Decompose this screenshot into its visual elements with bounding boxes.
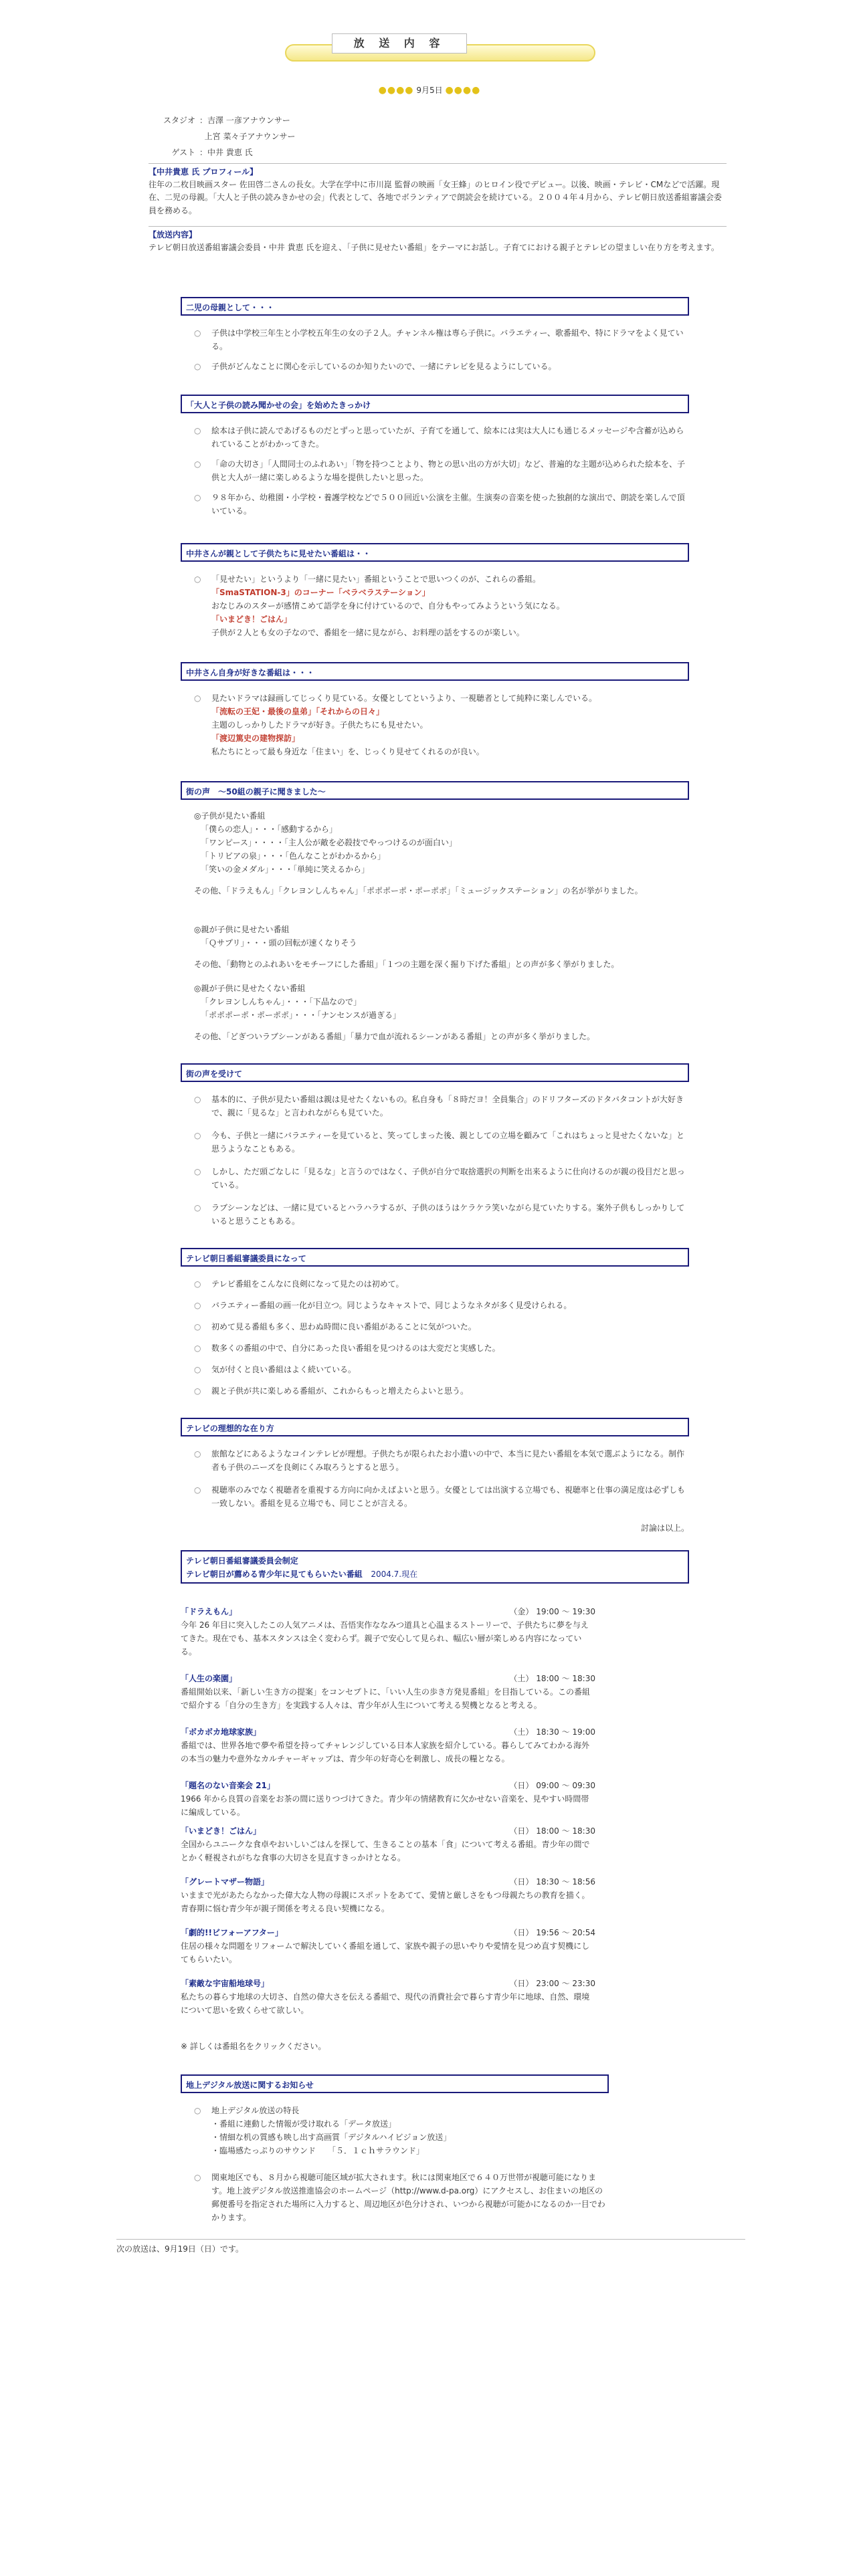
staff-name: 中井 貴恵 氏 xyxy=(207,148,253,157)
recommend-title1: テレビ朝日番組審議委員会制定 xyxy=(186,1556,298,1566)
voices-label: ◎親が子供に見せたくない番組 xyxy=(194,984,306,993)
dots-right-icon: ●●●● xyxy=(445,85,481,96)
list-item: ○ 今も、子供と一緒にバラエティーを見ていると、笑ってしまった後、親としての立場を顧みて「これはちょっと見せたくないな」と思うようなこともある。 xyxy=(194,1129,689,1156)
program-name[interactable]: 「SmaSTATION-3」のコーナー「ベラベラステーション」 xyxy=(211,588,430,597)
bullet-icon: ○ xyxy=(194,1322,201,1331)
program-entry xyxy=(181,1875,595,1915)
section-title: 街の声を受けて xyxy=(181,1063,689,1082)
staff-role: スタジオ xyxy=(163,116,195,125)
program-name[interactable]: 「いまどき！ごはん」 xyxy=(211,615,292,624)
bullet-icon: ○ xyxy=(194,1344,201,1353)
profile-text: 往年の二枚目映画スター 佐田啓二さんの長女。大学在学中に市川崑 監督の映画「女王蜂」のヒロイン役でデビュー。以後、映画・テレビ・CMなどで活躍。現在、二児の母親。「大人と子供の読みきかせの会」代表として、各地でボランティアで朗読会を続けている。２００４年４月から、テレビ朝日放送番組審議会委員を務める。 xyxy=(149,180,722,215)
content-section xyxy=(149,229,727,254)
list-item: ○ 子供は中学校三年生と小学校五年生の女の子２人。チャンネル権は専ら子供に。バラエティー、歌番組や、特にドラマをよく見ている。 xyxy=(194,326,689,353)
program-link[interactable]: 「素敵な宇宙船地球号」 xyxy=(181,1979,270,1988)
program-entry xyxy=(181,1605,595,1658)
program-time: （日） 09:00 〜 09:30 xyxy=(509,1781,595,1790)
program-desc: 全国からユニークな食卓やおいしいごはんを探して、生きることの基本「食」について考える番組。青少年の間でとかく軽視されがちな食事の大切さを見直すきっかけとなる。 xyxy=(181,1840,590,1862)
title-banner xyxy=(285,33,593,64)
page-title: 放 送 内 容 xyxy=(332,33,467,53)
content-head: 【放送内容】 xyxy=(149,230,197,239)
list-item: ○ 見たいドラマは録画してじっくり見ている。女優としてというより、一視聴者として純粋に楽しんでいる。 xyxy=(194,691,689,705)
list-item: ○ ラブシーンなどは、一緒に見ているとハラハラするが、子供のほうはケラケラ笑いながら見ていたりする。案外子供もしっかりしていると思うこともある。 xyxy=(194,1201,689,1228)
program-entry xyxy=(181,1977,595,2017)
list-item: ○ 「命の大切さ」「人間同士のふれあい」「物を持つことより、物との思い出の方が大切」など、普遍的な主題が込められた絵本を、子供と大人が一緒に楽しめるような場を提供したいと思った。 xyxy=(194,457,689,484)
program-desc: 私たちの暮らす地球の大切さ、自然の偉大さを伝える番組で、現代の消費社会で暮らす青少年に地球、自然、環境について思いを致くらせて欲しい。 xyxy=(181,1992,590,2015)
profile-head: 【中井貴恵 氏 プロフィール】 xyxy=(149,167,258,177)
bullet-icon: ○ xyxy=(194,1203,201,1212)
program-link[interactable]: 「いまどき！ごはん」 xyxy=(181,1826,262,1836)
list-item: ○ 旅館などにあるようなコインテレビが理想。子供たちが限られたお小遣いの中で、本当に見たい番組を本気で選ぶようになる。制作者も子供のニーズを良剣にくみ取ろうとすると思う。 xyxy=(194,1447,689,1474)
program-entry xyxy=(181,1779,595,1819)
program-link[interactable]: 「ドラえもん」 xyxy=(181,1607,237,1616)
staff-role: ゲスト xyxy=(171,148,195,157)
program-link[interactable]: 「グレートマザー物語」 xyxy=(181,1877,270,1887)
bullet-icon: ○ xyxy=(194,1167,201,1176)
digital-item2: 関東地区でも、８月から視聴可能区域が拡大されます。秋には関東地区で６４０万世帯が視聴可能になります。地上波デジタル放送推進協会のホームページ（http://www.d-pa.org）にアクセスし、お住まいの地区の郵便番号を指定された場所に入力すると、周辺地区が色分けされ、いつから視聴が可能かになるのか一目でわかります。 xyxy=(211,2173,605,2222)
section-title: テレビ朝日番組審議委員になって xyxy=(181,1248,689,1267)
bullet-icon: ○ xyxy=(194,2173,201,2182)
voices-label: ◎親が子供に見せたい番組 xyxy=(194,925,290,934)
list-item xyxy=(194,2104,689,2157)
divider xyxy=(149,226,727,227)
voices-summary: その他、「動物とのふれあいをモチーフにした番組」「１つの主題を深く掘り下げた番組」との声が多く挙がりました。 xyxy=(194,960,619,969)
program-entry xyxy=(181,1725,595,1765)
program-time: （土） 18:00 〜 18:30 xyxy=(509,1674,595,1683)
staff-list: スタジオ ：吉澤 一彦アナウンサー 上宮 菜々子アナウンサー ゲスト ：中井 貴恵 氏 xyxy=(149,112,295,160)
program-desc: 住居の様々な問題をリフォームで解決していく番組を通して、家族や親子の思いやりや愛情を見つめ直す契機にしてもらいたい。 xyxy=(181,1941,590,1964)
bullet-icon: ○ xyxy=(194,1449,201,1459)
list-item: ○ 視聴率のみでなく視聴者を重視する方向に向かえばよいと思う。女優としては出演する立場でも、視聴率と仕事の満足度は必ずしも一致しない。番組を見る立場でも、同じことが言える。 xyxy=(194,1483,689,1510)
voices-summary: その他、「ドラえもん」「クレヨンしんちゃん」「ポポポーポ・ポーポポ」「ミュージックステーション」の名が挙がりました。 xyxy=(194,886,643,895)
bullet-icon: ○ xyxy=(194,493,201,502)
voices-line: 「ワンピース」・・・・「主人公が敵を必殺技でやっつけるのが面白い」 xyxy=(201,838,457,847)
bullet-icon: ○ xyxy=(194,574,201,584)
next-broadcast: 次の放送は、9月19日（日）です。 xyxy=(116,2244,244,2254)
list-item-detail xyxy=(194,705,689,758)
list-item: ○ 気が付くと良い番組はよく続いている。 xyxy=(194,1363,689,1376)
program-desc: いままで光があたらなかった偉大な人物の母親にスポットをあてて、愛情と厳しさをもつ母親たちの教育を描く。青春期に悩む青少年が親子関係を考える良い契機になる。 xyxy=(181,1891,590,1913)
voices-line: 「ポポポーポ・ポーポポ」・・・「ナンセンスが過ぎる」 xyxy=(201,1010,401,1020)
voices-group xyxy=(194,923,689,971)
program-link[interactable]: 「劇的!!ビフォーアフター」 xyxy=(181,1928,283,1937)
bullet-icon: ○ xyxy=(194,1485,201,1495)
broadcast-date: 9月5日 xyxy=(416,86,443,95)
program-time: （日） 18:30 〜 18:56 xyxy=(509,1877,595,1887)
recommend-title2: テレビ朝日が薦める青少年に見てもらいたい番組 xyxy=(186,1570,363,1579)
closing-text: 討論は以上。 xyxy=(640,1523,689,1533)
list-item: ○ 数多くの番組の中で、自分にあった良い番組を見つけるのは大変だと実感した。 xyxy=(194,1341,689,1355)
list-item: ○ 親と子供が共に楽しめる番組が、これからもっと増えたらよいと思う。 xyxy=(194,1384,689,1398)
section-title: 中井さん自身が好きな番組は・・・ xyxy=(181,662,689,681)
content-text: テレビ朝日放送番組審議会委員・中井 貴恵 氏を迎え、「子供に見せたい番組」をテーマにお話し。子育てにおける親子とテレビの望ましい在り方を考えます。 xyxy=(149,243,719,253)
list-item xyxy=(194,2171,609,2224)
voices-line: 「僕らの恋人」・・・「感動するから」 xyxy=(201,825,338,834)
list-item: ○ 子供がどんなことに関心を示しているのか知りたいので、一緒にテレビを見るようにしている。 xyxy=(194,360,689,373)
voices-line: 「笑いの金メダル」・・・「単純に笑えるから」 xyxy=(201,865,370,874)
staff-name: 吉澤 一彦アナウンサー xyxy=(207,116,290,125)
voices-line: 「クレヨンしんちゃん」・・・「下品なので」 xyxy=(201,997,362,1006)
dots-left-icon: ●●●● xyxy=(378,85,414,96)
bullet-icon: ○ xyxy=(194,1279,201,1289)
program-desc: 1966 年から良質の音楽をお茶の間に送りつづけてきた。青少年の情緒教育に欠かせない音楽を、見やすい時間帯に編成している。 xyxy=(181,1794,589,1817)
program-link[interactable]: 「題名のない音楽会 21」 xyxy=(181,1781,275,1790)
list-item: ○ 基本的に、子供が見たい番組は親は見せたくないもの。私自身も「８時だヨ！全員集合」のドリフターズのドタバタコントが大好きで、親に「見るな」と言われながらも見ていた。 xyxy=(194,1093,689,1119)
voices-line: 「Ｑサプリ」・・・頭の回転が速くなりそう xyxy=(201,938,357,948)
recommend-date: 2004.7.現在 xyxy=(371,1570,418,1579)
program-desc: 今年 26 年目に突入したこの人気アニメは、吾悟実作ななみつ道具と心温まるストーリーで、子供たちに夢を与えてきた。現在でも、基本スタンスは全く変わらず。親子で安心して見られ、幅広い層が楽しめる内容になっている。 xyxy=(181,1620,589,1656)
voices-summary: その他、「どぎついラブシーンがある番組」「暴力で血が流れるシーンがある番組」との声が多く挙がりました。 xyxy=(194,1032,595,1041)
program-entry xyxy=(181,1824,595,1864)
section-title: 地上デジタル放送に関するお知らせ xyxy=(181,2074,609,2093)
voices-line: 「トリビアの泉」・・・「色んなことがわかるから」 xyxy=(201,851,386,861)
bullet-icon: ○ xyxy=(194,1365,201,1374)
bullet-icon: ○ xyxy=(194,1095,201,1104)
list-item-detail xyxy=(194,586,689,639)
bullet-icon: ○ xyxy=(194,426,201,435)
staff-name: 上宮 菜々子アナウンサー xyxy=(204,132,296,141)
digital-item1-line: ・番組に連動した情報が受け取れる「データ放送」 xyxy=(211,2119,397,2129)
program-desc: 番組では、世界各地で夢や希望を持ってチャレンジしている日本人家族を紹介している。暮らしてみてわかる海外の本当の魅力や意外なカルチャーギャップは、青少年の好奇心を刺激し、成長の糧となる。 xyxy=(181,1741,590,1763)
program-time: （日） 18:00 〜 18:30 xyxy=(509,1826,595,1836)
voices-group xyxy=(194,809,689,897)
program-entry xyxy=(181,1672,595,1712)
divider xyxy=(149,163,727,164)
detail-text: 私たちにとって最も身近な「住まい」を、じっくり見せてくれるのが良い。 xyxy=(211,747,484,756)
program-link[interactable]: 「ボカボカ地球家族」 xyxy=(181,1727,262,1737)
section-title: 「大人と子供の読み聞かせの会」を始めたきっかけ xyxy=(181,395,689,413)
list-item: ○ しかし、ただ頭ごなしに「見るな」と言うのではなく、子供が自分で取捨選択の判断を出来るように仕向けるのが親の役目だと思っている。 xyxy=(194,1165,689,1192)
section-title: 街の声 〜50組の親子に聞きました〜 xyxy=(181,781,689,800)
bullet-icon: ○ xyxy=(194,1301,201,1310)
section-title: テレビの理想的な在り方 xyxy=(181,1418,689,1436)
recommend-note: ※ 詳しくは番組名をクリックください。 xyxy=(181,2042,326,2051)
detail-text: 子供が２人とも女の子なので、番組を一緒に見ながら、お料理の話をするのが楽しい。 xyxy=(211,628,524,637)
detail-text: 主題のしっかりしたドラマが好き。子供たちにも見せたい。 xyxy=(211,720,428,730)
bullet-icon: ○ xyxy=(194,362,201,371)
bullet-icon: ○ xyxy=(194,1386,201,1396)
section-title: 中井さんが親として子供たちに見せたい番組は・・ xyxy=(181,543,689,562)
program-desc: 番組開始以来、「新しい生き方の提案」をコンセプトに、「いい人生の歩き方発見番組」を目指している。この番組で紹介する「自分の生き方」を実践する人々は、青少年が人生について考える契機となると考える。 xyxy=(181,1687,591,1710)
section-title: 二児の母親として・・・ xyxy=(181,297,689,316)
recommend-title-box xyxy=(181,1550,689,1584)
program-name[interactable]: 「渡辺篤史の建物探訪」 xyxy=(211,734,300,743)
program-time: （金） 19:00 〜 19:30 xyxy=(509,1607,595,1616)
detail-text: おなじみのスターが感情こめて語学を身に付けているので、自分もやってみようという気になる。 xyxy=(211,601,565,611)
bullet-icon: ○ xyxy=(194,693,201,703)
bullet-icon: ○ xyxy=(194,459,201,469)
digital-item1-head: 地上デジタル放送の特長 xyxy=(211,2106,300,2115)
program-time: （日） 19:56 〜 20:54 xyxy=(509,1928,595,1937)
bullet-icon: ○ xyxy=(194,2106,201,2115)
list-item: ○ バラエティー番組の画一化が目立つ。同じようなキャストで、同じようなネタが多く見受けられる。 xyxy=(194,1299,689,1312)
list-item: ○ ９８年から、幼稚園・小学校・養護学校などで５００回近い公演を主催。生演奏の音楽を使った独創的な演出で、朗読を楽しんで頂いている。 xyxy=(194,491,689,518)
list-item: ○ 初めて見る番組も多く、思わぬ時間に良い番組があることに気がついた。 xyxy=(194,1320,689,1333)
bullet-icon: ○ xyxy=(194,328,201,338)
program-link[interactable]: 「人生の楽園」 xyxy=(181,1674,237,1683)
voices-label: ◎子供が見たい番組 xyxy=(194,811,266,821)
program-time: （日） 23:00 〜 23:30 xyxy=(509,1979,595,1988)
voices-group xyxy=(194,982,689,1043)
digital-item1-line: ・臨場感たっぷりのサウンド 「５．１ｃｈサラウンド」 xyxy=(211,2146,425,2155)
date-line xyxy=(0,83,859,98)
list-item: ○ テレビ番組をこんなに良剣になって見たのは初めて。 xyxy=(194,1277,689,1291)
program-name[interactable]: 「流転の王妃・最後の皇弟」「それからの日々」 xyxy=(211,707,385,716)
program-time: （土） 18:30 〜 19:00 xyxy=(509,1727,595,1737)
divider xyxy=(116,2239,745,2240)
bullet-icon: ○ xyxy=(194,1131,201,1140)
profile-section xyxy=(149,166,727,217)
list-item: ○ 絵本は子供に読んであげるものだとずっと思っていたが、子育てを通して、絵本には実は大人にも通じるメッセージや含蓄が込められていることがわかってきた。 xyxy=(194,424,689,451)
digital-item1-line: ・情細な机の質感も映し出す高画質「デジタルハイビジョン放送」 xyxy=(211,2133,452,2142)
list-item: ○ 「見せたい」というより「一緒に見たい」番組ということで思いつくのが、これらの番組。 xyxy=(194,572,689,586)
program-entry xyxy=(181,1926,595,1966)
